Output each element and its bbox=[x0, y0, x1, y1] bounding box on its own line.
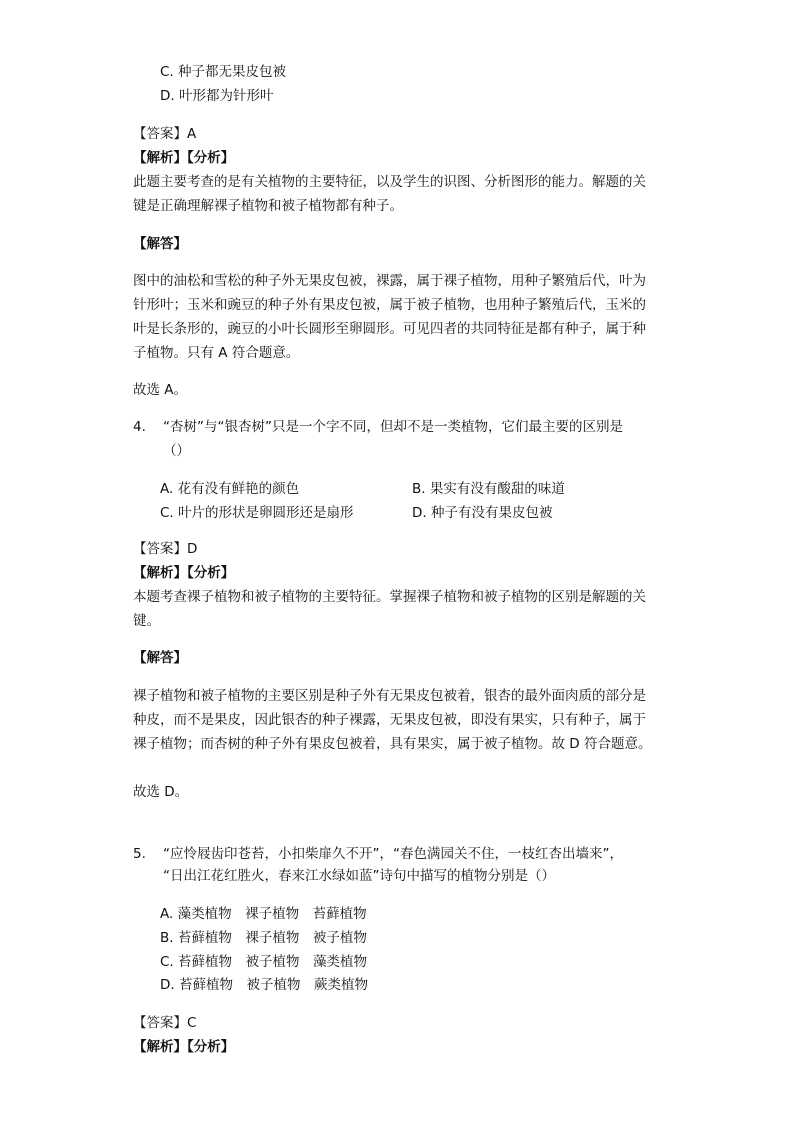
q3-option-d: D. 叶形都为针形叶 bbox=[160, 88, 274, 104]
q3-solution-text: 图中的油松和雪松的种子外无果皮包被，裸露，属于裸子植物，用种子繁殖后代，叶为 bbox=[133, 273, 646, 289]
q3-analysis-text: 此题主要考查的是有关植物的主要特征，以及学生的识图、分析图形的能力。解题的关 bbox=[133, 174, 646, 190]
q5-stem: “日出江花红胜火，春来江水绿如蓝”诗句中描写的植物分别是（） bbox=[163, 868, 555, 884]
q3-answer: 【答案】A bbox=[133, 126, 197, 142]
q3-solution-text: 叶是长条形的，豌豆的小叶长圆形至卵圆形。可见四者的共同特征是都有种子，属于种 bbox=[133, 321, 646, 337]
q4-option-d: D. 种子有没有果皮包被 bbox=[412, 505, 553, 521]
q3-analysis-text: 键是正确理解裸子植物和被子植物都有种子。 bbox=[133, 198, 403, 214]
q5-option-d: D. 苔藓植物 被子植物 蕨类植物 bbox=[160, 977, 368, 993]
q5-answer: 【答案】C bbox=[133, 1015, 197, 1031]
q3-solution-text: 子植物。只有 A 符合题意。 bbox=[133, 345, 300, 361]
q4-solution-text: 裸子植物和被子植物的主要区别是种子外有无果皮包被着，银杏的最外面肉质的部分是 bbox=[133, 688, 646, 704]
q3-analysis-heading: 【解析】【分析】 bbox=[133, 150, 235, 166]
q4-answer: 【答案】D bbox=[133, 541, 198, 557]
q4-number: 4. bbox=[133, 419, 146, 435]
q5-option-b: B. 苔藓植物 裸子植物 被子植物 bbox=[160, 930, 367, 946]
q5-option-a: A. 藻类植物 裸子植物 苔藓植物 bbox=[160, 906, 367, 922]
q4-option-c: C. 叶片的形状是卵圆形还是扇形 bbox=[160, 505, 354, 521]
q4-conclusion: 故选 D。 bbox=[133, 784, 189, 800]
q4-solution-text: 裸子植物；而杏树的种子外有果皮包被着，具有果实，属于被子植物。故 D 符合题意。 bbox=[133, 736, 652, 752]
q4-analysis-text: 本题考查裸子植物和被子植物的主要特征。掌握裸子植物和被子植物的区别是解题的关 bbox=[133, 589, 646, 605]
q4-option-b: B. 果实有没有酸甜的味道 bbox=[412, 481, 565, 497]
q5-number: 5. bbox=[133, 846, 146, 862]
q3-solution-heading: 【解答】 bbox=[133, 236, 187, 252]
q4-solution-text: 种皮，而不是果皮，因此银杏的种子裸露，无果皮包被，即没有果实，只有种子，属于 bbox=[133, 712, 646, 728]
q5-stem: “应怜屐齿印苍苔，小扣柴扉久不开”，“春色满园关不住，一枝红杏出墙来”， bbox=[163, 846, 623, 862]
q4-option-a: A. 花有没有鲜艳的颜色 bbox=[160, 481, 300, 497]
q3-conclusion: 故选 A。 bbox=[133, 382, 188, 398]
q5-analysis-heading: 【解析】【分析】 bbox=[133, 1039, 235, 1055]
q4-analysis-text: 键。 bbox=[133, 613, 160, 629]
q5-option-c: C. 苔藓植物 被子植物 藻类植物 bbox=[160, 954, 368, 970]
q4-solution-heading: 【解答】 bbox=[133, 650, 187, 666]
q3-option-c: C. 种子都无果皮包被 bbox=[160, 64, 287, 80]
q4-analysis-heading: 【解析】【分析】 bbox=[133, 565, 235, 581]
q4-stem: “杏树”与“银杏树”只是一个字不同，但却不是一类植物，它们最主要的区别是 bbox=[163, 419, 623, 435]
q4-stem: （） bbox=[163, 443, 190, 459]
q3-solution-text: 针形叶；玉米和豌豆的种子外有果皮包被，属于被子植物，也用种子繁殖后代，玉米的 bbox=[133, 297, 646, 313]
